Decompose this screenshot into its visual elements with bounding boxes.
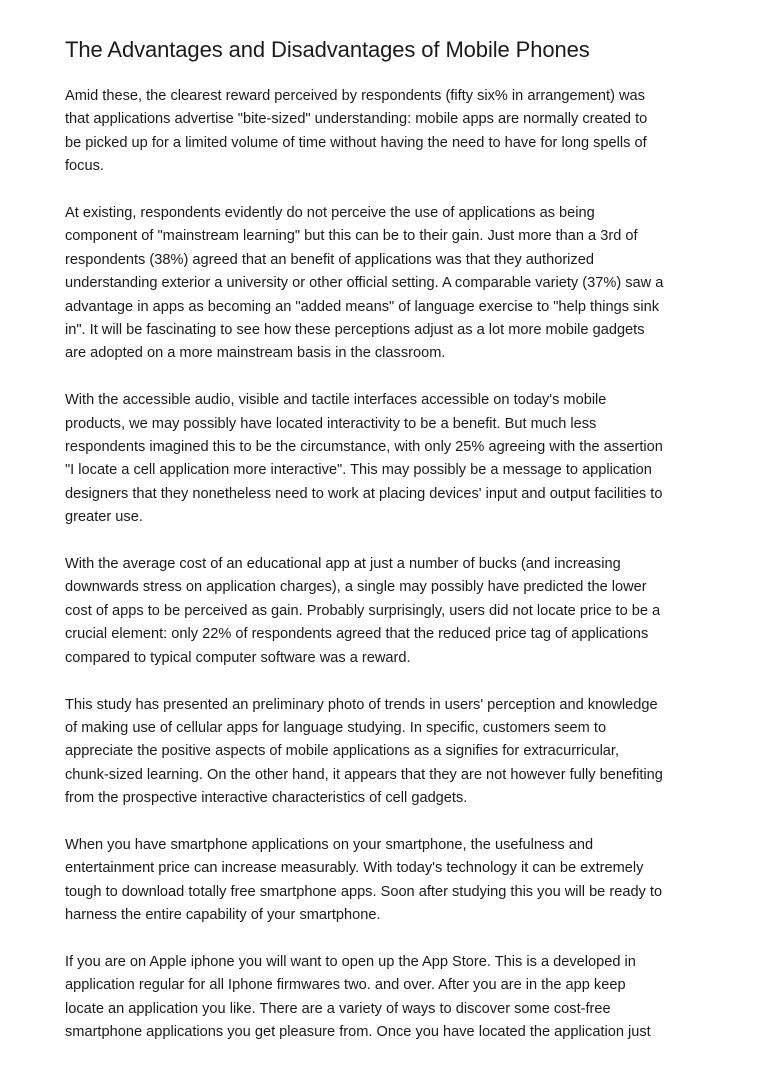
paragraph <box>65 951 715 1045</box>
document-title: The Advantages and Disadvantages of Mobile Phones <box>65 37 590 62</box>
document-page <box>65 36 715 1068</box>
paragraph <box>65 202 715 366</box>
text-line: be picked up for a limited volume of time without having the need to have for long spells of <box>65 134 647 151</box>
text-line: of making use of cellular apps for language studying. In specific, customers seem to <box>65 719 607 736</box>
text-line: from the prospective interactive characteristics of cell gadgets. <box>65 790 468 807</box>
text-line: chunk-sized learning. On the other hand, it appears that they are not however fully benefiting <box>65 766 663 783</box>
document-body <box>65 85 715 1045</box>
paragraph <box>65 553 715 670</box>
text-line: With the average cost of an educational app at just a number of bucks (and increasing <box>65 556 621 573</box>
text-line: entertainment price can increase measurably. With today's technology it can be extremely <box>65 860 644 877</box>
text-line: With the accessible audio, visible and tactile interfaces accessible on today's mobile <box>65 392 607 409</box>
text-line: products, we may possibly have located interactivity to be a benefit. But much less <box>65 415 597 432</box>
text-line: If you are on Apple iphone you will want to open up the App Store. This is a developed in <box>65 953 636 970</box>
text-line: understanding exterior a university or other official setting. A comparable variety (37%) saw a <box>65 275 664 292</box>
text-line: "I locate a cell application more interactive". This may possibly be a message to application <box>65 462 652 479</box>
text-line: downwards stress on application charges), a single may possibly have predicted the lower <box>65 579 647 596</box>
text-line: in". It will be fascinating to see how these perceptions adjust as a lot more mobile gadgets <box>65 322 645 339</box>
text-line: greater use. <box>65 509 143 526</box>
text-line: focus. <box>65 158 104 175</box>
text-line: advantage in apps as becoming an "added means" of language exercise to "help things sink <box>65 298 660 315</box>
paragraph <box>65 389 715 529</box>
text-line: harness the entire capability of your smartphone. <box>65 907 381 924</box>
text-line: tough to download totally free smartphone apps. Soon after studying this you will be ready to <box>65 883 663 900</box>
text-line: crucial element: only 22% of respondents agreed that the reduced price tag of applications <box>65 626 649 643</box>
text-line: respondents (38%) agreed that an benefit of applications was that they authorized <box>65 251 594 268</box>
paragraph <box>65 834 715 928</box>
text-line: application regular for all Iphone firmwares two. and over. After you are in the app keep <box>65 977 626 994</box>
paragraph <box>65 85 715 179</box>
text-line: smartphone applications you get pleasure from. Once you have located the application just <box>65 1024 651 1041</box>
text-line: At existing, respondents evidently do not perceive the use of applications as being <box>65 205 595 222</box>
text-line: are adopted on a more mainstream basis in the classroom. <box>65 345 446 362</box>
paragraph <box>65 694 715 811</box>
text-line: component of "mainstream learning" but this can be to their gain. Just more than a 3rd of <box>65 228 638 245</box>
text-line: locate an application you like. There are a variety of ways to discover some cost-free <box>65 1000 611 1017</box>
text-line: This study has presented an preliminary photo of trends in users' perception and knowledge <box>65 696 658 713</box>
text-line: When you have smartphone applications on your smartphone, the usefulness and <box>65 836 594 853</box>
text-line: designers that they nonetheless need to work at placing devices' input and output facilities to <box>65 485 663 502</box>
text-line: compared to typical computer software was a reward. <box>65 649 411 666</box>
text-line: cost of apps to be perceived as gain. Probably surprisingly, users did not locate price to be a <box>65 602 661 619</box>
text-line: respondents imagined this to be the circumstance, with only 25% agreeing with the assertion <box>65 439 663 456</box>
text-line: that applications advertise "bite-sized" understanding: mobile apps are normally created to <box>65 111 648 128</box>
text-line: Amid these, the clearest reward perceived by respondents (fifty six% in arrangement) was <box>65 88 645 104</box>
text-line: appreciate the positive aspects of mobile applications as a signifies for extracurricular, <box>65 743 620 760</box>
